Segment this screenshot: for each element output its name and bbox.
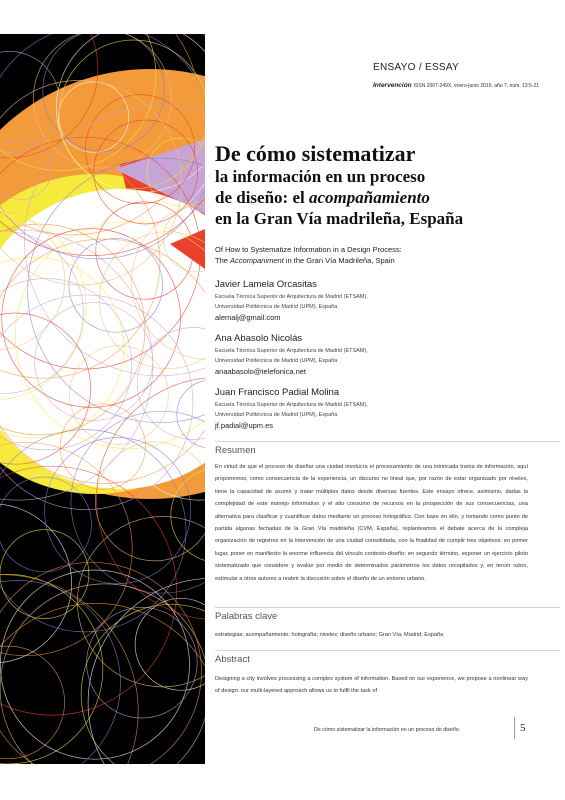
english-title-line-2-pre: The [215, 256, 231, 265]
section-label: ENSAYO / ESSAY [373, 62, 460, 73]
journal-info [373, 82, 539, 89]
keywords-heading: Palabras clave [215, 611, 278, 622]
footer-divider [514, 717, 515, 739]
author-name: Ana Abasolo Nicolás [215, 333, 303, 344]
article-title [215, 142, 560, 229]
author-email[interactable]: jf.padial@upm.es [215, 421, 274, 430]
title-line-3-emphasis: acompañamiento [308, 188, 430, 207]
journal-name: Intervención [373, 82, 412, 89]
resumen-heading: Resumen [215, 445, 256, 456]
author-email[interactable]: alemalj@gmail.com [215, 313, 281, 322]
author-affiliation: Escuela Técnica Superior de Arquitectura de Madrid (ETSAM), [215, 348, 368, 354]
english-title-emphasis: Accompaniment [230, 256, 284, 265]
section-divider [215, 607, 560, 608]
author-affiliation: Escuela Técnica Superior de Arquitectura de Madrid (ETSAM), [215, 402, 368, 408]
title-line-4: en la Gran Vía madrileña, España [215, 209, 464, 228]
english-title-line-2-post: in the Gran Vía Madrileña, Spain [283, 256, 395, 265]
section-divider [215, 650, 560, 651]
section-divider [215, 441, 560, 442]
abstract-text: Designing a city involves processing a complex system of information. Based on our experience, we propose a nonlinear way of design: our multi-layered approach allows us to fulfil the task of [215, 676, 528, 695]
circles-illustration [0, 34, 205, 764]
author-affiliation: Universidad Politécnica de Madrid (UPM), España [215, 412, 338, 418]
abstract-heading: Abstract [215, 654, 250, 665]
english-title-line-2 [215, 255, 555, 266]
author-affiliation: Universidad Politécnica de Madrid (UPM), España [215, 358, 338, 364]
title-line-3 [215, 187, 560, 208]
cover-artwork [0, 34, 205, 764]
english-title-line-1: Of How to Systematize Information in a Design Process: [215, 245, 402, 254]
journal-issn: ISSN 2007-249X, enero-junio 2016, año 7, núm. 13:5-21 [413, 83, 540, 89]
running-title: De cómo sistematizar la información en un proceso de diseño [314, 727, 459, 733]
author-affiliation: Escuela Técnica Superior de Arquitectura de Madrid (ETSAM), [215, 294, 368, 300]
page-number: 5 [520, 722, 526, 734]
author-name: Juan Francisco Padial Molina [215, 387, 340, 398]
title-line-2: la información en un proceso [215, 167, 426, 186]
author-affiliation: Universidad Politécnica de Madrid (UPM), España [215, 304, 338, 310]
keywords-text: estrategias; acompañamiento; holografía; niveles; diseño urbano; Gran Vía; Madrid; España [215, 632, 444, 638]
author-email[interactable]: anaabasolo@telefonica.net [215, 367, 307, 376]
author-name: Javier Lamela Orcasitas [215, 279, 317, 290]
english-title [215, 244, 555, 266]
resumen-text: En virtud de que el proceso de diseñar una ciudad involucra el procesamiento de una intrincada trama de información, aquí proponemos, como consecuencia de la experiencia, un discurso no lineal que, por razón de estar organizado por niveles, tiene la capacidad de asumir y tratar múltiples datos desde diversas fuentes. Este ensayo ofrece, asimismo, dadas la complejidad de este manejo informativo y el alto consumo de recursos en la prospección de sus consecuencias, una alternativa para clasificar y cuantificar datos mediante un proceso holográfico. Con base en ello, y tomando como punto de partida algunas fachadas de la Gran Vía madrileña (CVM, España), replanteamos el debate acerca de la compleja organización de registros en la intervención de una ciudad consolidada, con la finalidad de cumplir tres objetivos: en primer lugar, poner en manifiesto la enorme influencia del vínculo contexto-diseño; en segundo término, exponer un ejercicio piloto sistematizado que considere y evalúe por medio de determinados parámetros los datos recopilados y, en tercer rubro, estimular a otros autores a reabrir la discusión sobre el diseño de un entorno urbano. [215, 464, 528, 582]
title-line-3-text: de diseño: el [215, 188, 309, 207]
title-line-1: De cómo sistematizar [215, 141, 416, 166]
